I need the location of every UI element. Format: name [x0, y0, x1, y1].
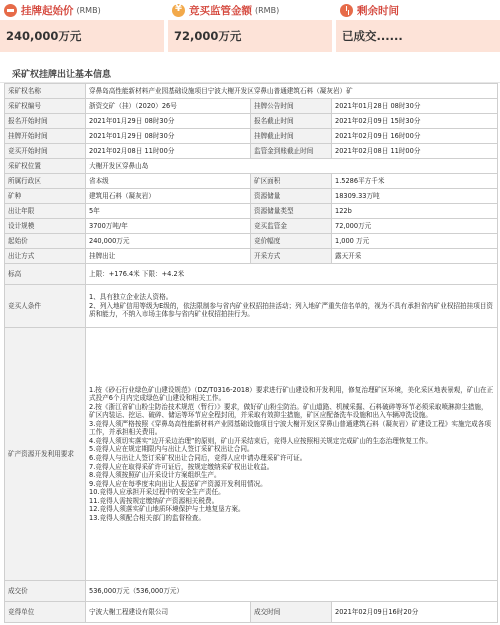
remaining-label: 剩余时间	[357, 4, 399, 17]
remaining-header	[336, 0, 500, 20]
start-price-card	[0, 0, 164, 52]
table-row	[5, 328, 498, 581]
row-value: 2021年01月29日 08时30分	[86, 114, 251, 129]
row-value: 2021年02月08日 11时00分	[332, 144, 498, 159]
deposit-value: 72,000万元	[168, 20, 332, 52]
row-value: 挂牌出让	[86, 249, 251, 264]
row-value: 3700万吨/年	[86, 219, 251, 234]
row-value: 240,000万元	[86, 234, 251, 249]
row-value: 5年	[86, 204, 251, 219]
row-label: 竞买开始时间	[5, 144, 86, 159]
table-row	[5, 249, 498, 264]
row-label: 采矿权位置	[5, 159, 86, 174]
row-label: 成交时间	[251, 602, 332, 623]
summary-bar	[0, 0, 500, 52]
table-row	[5, 285, 498, 328]
remaining-card	[332, 0, 500, 52]
deposit-header	[168, 0, 332, 20]
section-title: 采矿权挂牌出让基本信息	[0, 58, 500, 83]
row-label: 资源储量类型	[251, 204, 332, 219]
row-label: 矿区面积	[251, 174, 332, 189]
row-value: 2021年02月09日 16时00分	[332, 129, 498, 144]
table-row	[5, 204, 498, 219]
table-row	[5, 581, 498, 602]
table-row	[5, 234, 498, 249]
start-price-value: 240,000万元	[0, 20, 164, 52]
row-label: 开采方式	[251, 249, 332, 264]
row-value: 1、具有独立企业法人资格。 2、列入地矿信用等级为E级的，依法限制参与省内矿业权招拍挂活动；列入地矿严重失信名单的，视为不具有承担省内矿业权招拍挂项目资质和能力，不纳入市场主体参与省内矿业权招拍挂行为。	[86, 285, 498, 328]
row-label: 设计规模	[5, 219, 86, 234]
row-value: 18309.33万吨	[332, 189, 498, 204]
row-value: 2021年02月08日 11时00分	[86, 144, 251, 159]
row-label: 资源储量	[251, 189, 332, 204]
row-value: 1.5286平方千米	[332, 174, 498, 189]
row-label: 标高	[5, 264, 86, 285]
row-value: 2021年02月09日 15时30分	[332, 114, 498, 129]
row-label: 所属行政区	[5, 174, 86, 189]
row-label: 采矿权名称	[5, 84, 86, 99]
row-value: 上限：+176.4米 下限：+4.2米	[86, 264, 498, 285]
row-value: 72,000万元	[332, 219, 498, 234]
row-value: 浙资交矿（挂）（2020）26号	[86, 99, 251, 114]
row-label: 出让年限	[5, 204, 86, 219]
row-label: 矿种	[5, 189, 86, 204]
row-label: 竞买人条件	[5, 285, 86, 328]
row-label: 挂牌公告时间	[251, 99, 332, 114]
row-value: 2021年01月28日 08时30分	[332, 99, 498, 114]
row-value: 露天开采	[332, 249, 498, 264]
row-value: 1,000 万元	[332, 234, 498, 249]
row-label: 出让方式	[5, 249, 86, 264]
deposit-label: 竞买监管金额	[189, 4, 252, 17]
table-row	[5, 84, 498, 99]
table-row	[5, 159, 498, 174]
row-value: 省本级	[86, 174, 251, 189]
row-value: 大榭开发区穿鼻山岛	[86, 159, 498, 174]
table-row	[5, 129, 498, 144]
clock-icon	[340, 4, 353, 17]
row-value: 建筑用石料（凝灰岩）	[86, 189, 251, 204]
deposit-unit: (RMB)	[255, 5, 280, 15]
row-value: 122b	[332, 204, 498, 219]
row-label: 报名开始时间	[5, 114, 86, 129]
row-value: 1.按《砂石行业绿色矿山建设规范》（DZ/T0316-2018）要求进行矿山建设和开发利用，修复治理矿区环境，美化采区地表景观，矿山在正式投产6个月内完成绿色矿山建设和相关工作。 2.按《浙江省矿山粉尘防治技术规范（暂行）》要求，做好矿山粉尘防治。矿山道路、机械采掘、石料破碎等环节必须采取喷淋抑尘措施，矿区内装运、挖运、破碎、储运等环节应全程封闭，并采取有效抑尘措施，矿区应配备洗车设施和出入车辆冲洗设施。 3.竞得人须严格按照《穿鼻岛高性能新材料产业园基础设施项目宁波大榭开发区穿鼻山普通建筑石料（凝灰岩）矿建设工程》实施完成各项工作，并承担相关费用。 4.竞得人须切实落实“边开采边治理”的原则，矿山开采结束后，竞得人应按照相关规定完成矿山的生态治理恢复工作。 5.竞得人应在规定期限内与出让人签订采矿权出让合同。 6.竞得人与出让人签订采矿权出让合同后，竞得人应申请办理采矿许可证。 7.竞得人应在取得采矿许可证后，按规定缴纳采矿权出让收益。 8.竞得人须按照矿山开采设计方案组织生产。 9.竞得人应在每季度末向出让人报送矿产资源开发利用情况。 10.竞得人应承担开采过程中的安全生产责任。 11.竞得人需按规定缴纳矿产资源相关税费。 12.竞得人须落实矿山地质环境保护与土地复垦方案。 13.竞得人须配合相关部门的监督检查。	[86, 328, 498, 581]
row-label: 挂牌开始时间	[5, 129, 86, 144]
table-row	[5, 602, 498, 623]
table-row	[5, 174, 498, 189]
row-label: 成交价	[5, 581, 86, 602]
row-label: 竞价幅度	[251, 234, 332, 249]
info-table	[4, 83, 498, 623]
money-icon	[172, 4, 185, 17]
row-label: 报名截止时间	[251, 114, 332, 129]
table-row	[5, 144, 498, 159]
start-price-label: 挂牌起始价	[21, 4, 74, 17]
row-label: 监管金到账截止时间	[251, 144, 332, 159]
table-row	[5, 114, 498, 129]
row-label: 起始价	[5, 234, 86, 249]
row-label: 矿产资源开发利用要求	[5, 328, 86, 581]
row-value: 宁波大榭工程建设有限公司	[86, 602, 251, 623]
deposit-card	[164, 0, 332, 52]
row-value: 2021年02月09日16时20分	[332, 602, 498, 623]
hammer-icon	[4, 4, 17, 17]
start-price-unit: (RMB)	[76, 5, 101, 15]
row-label: 竞买监管金	[251, 219, 332, 234]
table-row	[5, 189, 498, 204]
row-label: 竞得单位	[5, 602, 86, 623]
start-price-header	[0, 0, 164, 20]
row-value: 536,000万元（536,000万元）	[86, 581, 498, 602]
row-value: 2021年01月29日 08时30分	[86, 129, 251, 144]
row-value: 穿鼻岛高性能新材料产业园基础设施项目宁波大榭开发区穿鼻山普通建筑石料（凝灰岩）矿	[86, 84, 498, 99]
table-row	[5, 99, 498, 114]
table-row	[5, 264, 498, 285]
row-label: 挂牌截止时间	[251, 129, 332, 144]
row-label: 采矿权编号	[5, 99, 86, 114]
table-row	[5, 219, 498, 234]
remaining-value: 已成交......	[336, 20, 500, 52]
